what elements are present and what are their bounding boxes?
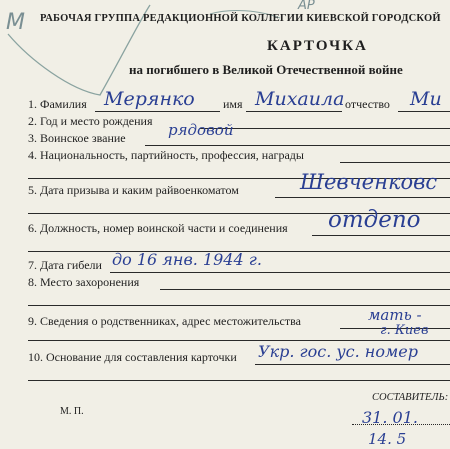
organization-header: РАБОЧАЯ ГРУППА РЕДАКЦИОННОЙ КОЛЛЕГИИ КИЕВСКОЙ ГОРОДСКОЙ	[40, 13, 441, 24]
value-note: 14. 5	[368, 430, 407, 448]
line-surname	[95, 111, 220, 112]
value-surname: Мерянко	[104, 88, 195, 110]
label-burial: 8. Место захоронения	[28, 275, 140, 289]
value-conscription: Шевченковс	[300, 170, 438, 194]
label-death-date: 7. Дата гибели	[28, 258, 102, 272]
label-nationality: 4. Национальность, партийность, профессия, награды	[28, 148, 304, 162]
label-rank: 3. Воинское звание	[28, 131, 126, 145]
line-rank	[145, 145, 450, 146]
value-relatives-2: г. Киев	[380, 323, 429, 338]
line-basis-b	[28, 380, 450, 381]
value-first-name: Михаила	[255, 88, 345, 110]
line-relatives-b	[28, 340, 450, 341]
line-basis	[255, 364, 450, 365]
line-first-name	[246, 111, 342, 112]
line-birth	[200, 128, 450, 129]
value-patronymic: Ми	[410, 88, 442, 110]
line-conscription	[275, 197, 450, 198]
composer-label: СОСТАВИТЕЛЬ:	[372, 392, 449, 403]
line-date	[352, 424, 450, 425]
value-basis: Укр. гос. ус. номер	[258, 342, 418, 361]
line-death-date	[110, 272, 450, 273]
label-basis: 10. Основание для составления карточки	[28, 350, 237, 364]
label-unit: 6. Должность, номер воинской части и соединения	[28, 221, 288, 235]
label-patronymic: отчество	[345, 97, 390, 111]
value-rank: рядовой	[168, 121, 234, 139]
line-nationality-a	[340, 162, 450, 163]
card-subtitle: на погибшего в Великой Отечественной войне	[129, 62, 403, 77]
label-birth: 2. Год и место рождения	[28, 114, 153, 128]
value-death-date: до 16 янв. 1944 г.	[112, 250, 262, 269]
line-burial	[160, 289, 450, 290]
line-unit	[312, 235, 450, 236]
stamp-mark-top: AP	[298, 0, 315, 13]
value-unit: отдепо	[328, 207, 421, 233]
stamp-mark-top-left: M	[6, 10, 25, 35]
label-relatives: 9. Сведения о родственниках, адрес местожительства	[28, 314, 301, 328]
label-surname: 1. Фамилия	[28, 97, 87, 111]
line-patronymic	[398, 111, 450, 112]
stamp-place-label: М. П.	[60, 406, 84, 417]
value-relatives: мать -	[368, 306, 422, 324]
value-date: 31. 01.	[362, 408, 418, 427]
label-conscription: 5. Дата призыва и каким райвоенкоматом	[28, 183, 239, 197]
label-first-name: имя	[223, 97, 243, 111]
card-title: КАРТОЧКА	[267, 38, 368, 54]
